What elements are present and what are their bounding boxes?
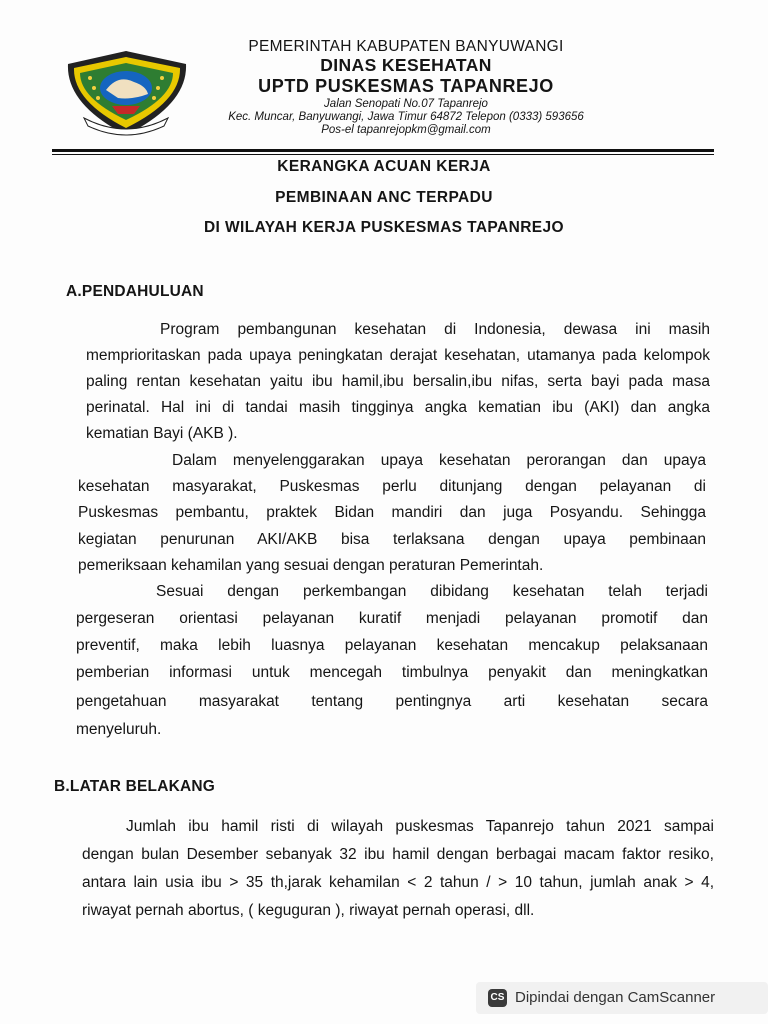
paragraph-line: antara lain usia ibu > 35 th,jarak kehamilan < 2 tahun / > 10 tahun, jumlah anak > 4, bbox=[82, 874, 714, 891]
letterhead-unit: UPTD PUSKESMAS TAPANREJO bbox=[258, 76, 554, 96]
letterhead-email: Pos-el tapanrejopkm@gmail.com bbox=[321, 124, 491, 136]
letterhead-divider-thick bbox=[52, 149, 714, 152]
camscanner-watermark bbox=[476, 982, 768, 1014]
letterhead-government: PEMERINTAH KABUPATEN BANYUWANGI bbox=[248, 38, 564, 55]
camscanner-label: Dipindai dengan CamScanner bbox=[515, 989, 716, 1006]
document-subtitle: PEMBINAAN ANC TERPADU bbox=[275, 189, 493, 206]
paragraph-line: menyeluruh. bbox=[76, 721, 162, 738]
paragraph-line: pergeseran orientasi pelayanan kuratif menjadi pelayanan promotif dan bbox=[76, 610, 708, 627]
section-heading-latar-belakang: B.LATAR BELAKANG bbox=[54, 778, 216, 795]
paragraph-line: riwayat pernah abortus, ( keguguran ), riwayat pernah operasi, dll. bbox=[82, 902, 535, 919]
paragraph-line: perinatal. Hal ini di tandai masih tingginya angka kematian ibu (AKI) dan angka bbox=[86, 399, 710, 416]
paragraph-line: Sesuai dengan perkembangan dibidang kesehatan telah terjadi bbox=[156, 583, 708, 600]
paragraph-line: Puskesmas pembantu, praktek Bidan mandiri dan juga Posyandu. Sehingga bbox=[78, 504, 706, 521]
paragraph-line: memprioritaskan pada upaya peningkatan derajat kesehatan, utamanya pada kelompok bbox=[86, 347, 710, 364]
paragraph-line: pengetahuan masyarakat tentang pentingnya arti kesehatan secara bbox=[76, 693, 708, 710]
letterhead-department: DINAS KESEHATAN bbox=[320, 55, 492, 75]
paragraph-line: dengan bulan Desember sebanyak 32 ibu hamil dengan berbagai macam faktor resiko, bbox=[82, 846, 714, 863]
paragraph-line: Jumlah ibu hamil risti di wilayah puskesmas Tapanrejo tahun 2021 sampai bbox=[126, 818, 714, 835]
paragraph-line: paling rentan kesehatan yaitu ibu hamil,ibu bersalin,ibu nifas, serta bayi pada masa bbox=[86, 373, 710, 390]
paragraph-line: preventif, maka lebih luasnya pelayanan kesehatan mencakup pelaksanaan bbox=[76, 637, 708, 654]
paragraph-line: kematian Bayi (AKB ). bbox=[86, 425, 238, 442]
camscanner-icon: CS bbox=[488, 989, 507, 1007]
section-heading-pendahuluan: A.PENDAHULUAN bbox=[66, 283, 204, 300]
document-title: KERANGKA ACUAN KERJA bbox=[277, 158, 491, 175]
paragraph-line: Program pembangunan kesehatan di Indonesia, dewasa ini masih bbox=[160, 321, 710, 338]
document-subtitle-location: DI WILAYAH KERJA PUSKESMAS TAPANREJO bbox=[203, 219, 565, 236]
letterhead-divider-thin bbox=[52, 154, 714, 155]
paragraph-line: kesehatan masyarakat, Puskesmas perlu ditunjang dengan pelayanan di bbox=[78, 478, 706, 495]
paragraph-line: pemeriksaan kehamilan yang sesuai dengan peraturan Pemerintah. bbox=[78, 557, 544, 574]
paragraph-line: kegiatan penurunan AKI/AKB bisa terlaksana dengan upaya pembinaan bbox=[78, 531, 706, 548]
banyuwangi-logo bbox=[60, 48, 192, 138]
paragraph-line: Dalam menyelenggarakan upaya kesehatan perorangan dan upaya bbox=[172, 452, 706, 469]
paragraph-line: pemberian informasi untuk mencegah timbulnya penyakit dan meningkatkan bbox=[76, 664, 708, 681]
letterhead-address-city: Kec. Muncar, Banyuwangi, Jawa Timur 64872 Telepon (0333) 593656 bbox=[228, 111, 584, 123]
letterhead-address-street: Jalan Senopati No.07 Tapanrejo bbox=[324, 98, 488, 110]
